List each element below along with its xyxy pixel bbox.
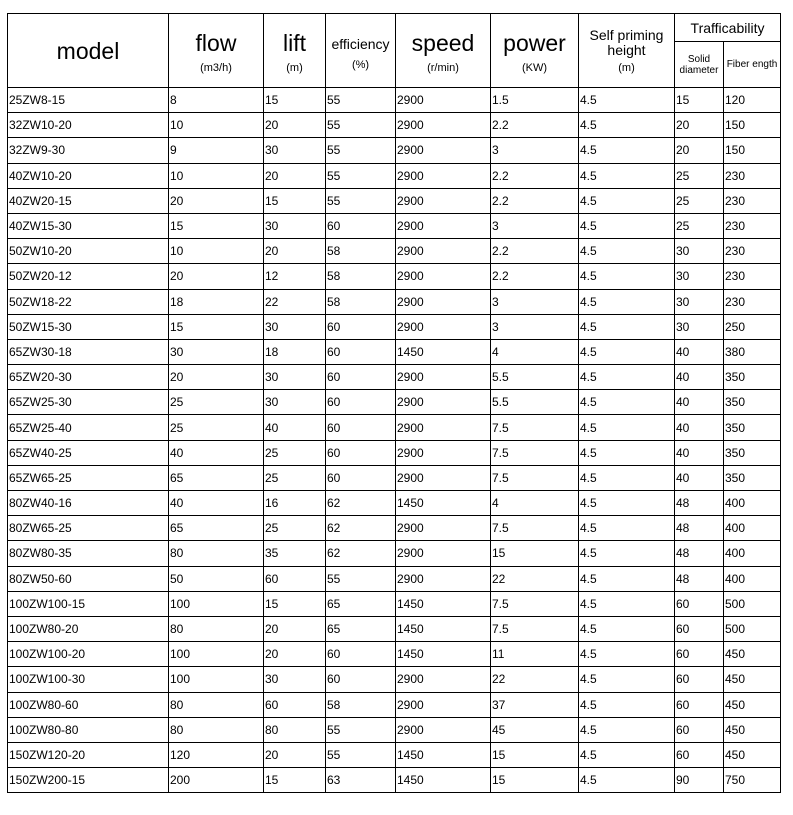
cell-flow: 20 [169, 264, 264, 289]
cell-flow: 25 [169, 390, 264, 415]
cell-power: 2.2 [491, 264, 579, 289]
cell-self-priming: 4.5 [579, 566, 675, 591]
cell-model: 100ZW80-80 [8, 717, 169, 742]
cell-self-priming: 4.5 [579, 440, 675, 465]
cell-model: 80ZW50-60 [8, 566, 169, 591]
header-efficiency: efficiency (%) [326, 14, 396, 88]
cell-fiber-length: 450 [724, 717, 781, 742]
cell-self-priming: 4.5 [579, 491, 675, 516]
cell-speed: 2900 [396, 314, 491, 339]
table-row [8, 365, 781, 390]
cell-flow: 20 [169, 365, 264, 390]
cell-lift: 30 [264, 314, 326, 339]
cell-self-priming: 4.5 [579, 742, 675, 767]
table-row [8, 415, 781, 440]
cell-model: 100ZW100-30 [8, 667, 169, 692]
cell-power: 1.5 [491, 88, 579, 113]
cell-self-priming: 4.5 [579, 339, 675, 364]
cell-efficiency: 60 [326, 314, 396, 339]
cell-power: 5.5 [491, 365, 579, 390]
cell-lift: 15 [264, 88, 326, 113]
cell-solid-diameter: 60 [675, 591, 724, 616]
cell-fiber-length: 450 [724, 642, 781, 667]
cell-speed: 2900 [396, 138, 491, 163]
cell-fiber-length: 230 [724, 213, 781, 238]
table-row [8, 239, 781, 264]
table-body [8, 88, 781, 793]
cell-flow: 8 [169, 88, 264, 113]
cell-speed: 1450 [396, 616, 491, 641]
cell-flow: 100 [169, 642, 264, 667]
cell-power: 22 [491, 667, 579, 692]
cell-model: 40ZW20-15 [8, 188, 169, 213]
cell-fiber-length: 350 [724, 440, 781, 465]
cell-flow: 50 [169, 566, 264, 591]
cell-flow: 80 [169, 616, 264, 641]
cell-flow: 100 [169, 591, 264, 616]
cell-speed: 1450 [396, 642, 491, 667]
cell-model: 32ZW9-30 [8, 138, 169, 163]
cell-self-priming: 4.5 [579, 163, 675, 188]
cell-efficiency: 55 [326, 188, 396, 213]
table-row [8, 642, 781, 667]
table-row [8, 692, 781, 717]
table-row [8, 616, 781, 641]
cell-power: 15 [491, 768, 579, 793]
cell-flow: 40 [169, 491, 264, 516]
cell-fiber-length: 500 [724, 591, 781, 616]
cell-flow: 20 [169, 188, 264, 213]
cell-solid-diameter: 48 [675, 491, 724, 516]
cell-self-priming: 4.5 [579, 289, 675, 314]
cell-speed: 1450 [396, 491, 491, 516]
cell-lift: 15 [264, 188, 326, 213]
cell-speed: 2900 [396, 440, 491, 465]
table-row [8, 314, 781, 339]
cell-solid-diameter: 40 [675, 390, 724, 415]
cell-fiber-length: 450 [724, 692, 781, 717]
cell-model: 50ZW10-20 [8, 239, 169, 264]
cell-efficiency: 60 [326, 667, 396, 692]
cell-self-priming: 4.5 [579, 188, 675, 213]
cell-model: 100ZW100-15 [8, 591, 169, 616]
cell-fiber-length: 230 [724, 188, 781, 213]
cell-speed: 1450 [396, 742, 491, 767]
cell-fiber-length: 450 [724, 742, 781, 767]
cell-power: 3 [491, 138, 579, 163]
cell-model: 80ZW40-16 [8, 491, 169, 516]
cell-speed: 2900 [396, 516, 491, 541]
cell-lift: 20 [264, 163, 326, 188]
cell-power: 11 [491, 642, 579, 667]
cell-self-priming: 4.5 [579, 465, 675, 490]
cell-lift: 25 [264, 440, 326, 465]
cell-self-priming: 4.5 [579, 314, 675, 339]
cell-power: 7.5 [491, 616, 579, 641]
cell-flow: 120 [169, 742, 264, 767]
cell-efficiency: 63 [326, 768, 396, 793]
cell-lift: 16 [264, 491, 326, 516]
cell-model: 65ZW40-25 [8, 440, 169, 465]
cell-efficiency: 60 [326, 415, 396, 440]
cell-fiber-length: 350 [724, 390, 781, 415]
table-row [8, 667, 781, 692]
cell-solid-diameter: 60 [675, 717, 724, 742]
cell-efficiency: 55 [326, 717, 396, 742]
cell-solid-diameter: 20 [675, 138, 724, 163]
cell-solid-diameter: 30 [675, 289, 724, 314]
cell-speed: 1450 [396, 339, 491, 364]
cell-self-priming: 4.5 [579, 642, 675, 667]
cell-solid-diameter: 25 [675, 213, 724, 238]
cell-self-priming: 4.5 [579, 692, 675, 717]
cell-flow: 80 [169, 692, 264, 717]
cell-model: 80ZW65-25 [8, 516, 169, 541]
cell-solid-diameter: 40 [675, 339, 724, 364]
cell-fiber-length: 230 [724, 239, 781, 264]
table-row [8, 491, 781, 516]
cell-lift: 30 [264, 390, 326, 415]
cell-power: 3 [491, 289, 579, 314]
cell-model: 65ZW30-18 [8, 339, 169, 364]
cell-fiber-length: 150 [724, 138, 781, 163]
cell-efficiency: 58 [326, 239, 396, 264]
cell-efficiency: 60 [326, 365, 396, 390]
table-row [8, 138, 781, 163]
table-row [8, 88, 781, 113]
cell-lift: 15 [264, 591, 326, 616]
cell-solid-diameter: 60 [675, 616, 724, 641]
cell-fiber-length: 400 [724, 516, 781, 541]
cell-fiber-length: 230 [724, 264, 781, 289]
cell-lift: 20 [264, 642, 326, 667]
cell-lift: 25 [264, 465, 326, 490]
header-power: power (KW) [491, 14, 579, 88]
cell-self-priming: 4.5 [579, 541, 675, 566]
cell-fiber-length: 350 [724, 365, 781, 390]
cell-lift: 30 [264, 365, 326, 390]
table-row [8, 465, 781, 490]
header-flow: flow (m3/h) [169, 14, 264, 88]
cell-flow: 40 [169, 440, 264, 465]
cell-self-priming: 4.5 [579, 138, 675, 163]
cell-lift: 35 [264, 541, 326, 566]
cell-speed: 2900 [396, 465, 491, 490]
cell-power: 7.5 [491, 415, 579, 440]
cell-solid-diameter: 25 [675, 188, 724, 213]
table-row [8, 390, 781, 415]
cell-efficiency: 65 [326, 616, 396, 641]
cell-power: 7.5 [491, 440, 579, 465]
table-row [8, 113, 781, 138]
cell-speed: 2900 [396, 365, 491, 390]
cell-power: 45 [491, 717, 579, 742]
cell-solid-diameter: 60 [675, 667, 724, 692]
header-lift: lift (m) [264, 14, 326, 88]
cell-lift: 12 [264, 264, 326, 289]
cell-power: 7.5 [491, 465, 579, 490]
cell-efficiency: 55 [326, 566, 396, 591]
cell-efficiency: 62 [326, 541, 396, 566]
cell-model: 150ZW120-20 [8, 742, 169, 767]
cell-flow: 10 [169, 239, 264, 264]
cell-flow: 65 [169, 516, 264, 541]
cell-solid-diameter: 60 [675, 642, 724, 667]
cell-power: 2.2 [491, 113, 579, 138]
table-row [8, 717, 781, 742]
cell-model: 65ZW25-30 [8, 390, 169, 415]
cell-lift: 25 [264, 516, 326, 541]
table-row [8, 440, 781, 465]
cell-flow: 30 [169, 339, 264, 364]
header-self-priming: Self priming height (m) [579, 14, 675, 88]
cell-flow: 15 [169, 213, 264, 238]
cell-model: 50ZW18-22 [8, 289, 169, 314]
table-row [8, 213, 781, 238]
cell-solid-diameter: 15 [675, 88, 724, 113]
cell-efficiency: 55 [326, 138, 396, 163]
cell-power: 3 [491, 213, 579, 238]
cell-model: 100ZW80-60 [8, 692, 169, 717]
cell-self-priming: 4.5 [579, 213, 675, 238]
cell-self-priming: 4.5 [579, 239, 675, 264]
cell-efficiency: 58 [326, 264, 396, 289]
cell-flow: 80 [169, 717, 264, 742]
header-solid-diameter: Solid diameter [675, 42, 724, 88]
header-model: model [8, 14, 169, 88]
cell-fiber-length: 250 [724, 314, 781, 339]
cell-speed: 2900 [396, 667, 491, 692]
cell-lift: 30 [264, 138, 326, 163]
cell-power: 5.5 [491, 390, 579, 415]
cell-speed: 2900 [396, 113, 491, 138]
cell-speed: 1450 [396, 768, 491, 793]
cell-fiber-length: 380 [724, 339, 781, 364]
cell-efficiency: 58 [326, 289, 396, 314]
header-fiber-length: Fiber ength [724, 42, 781, 88]
cell-speed: 2900 [396, 213, 491, 238]
cell-solid-diameter: 30 [675, 314, 724, 339]
cell-fiber-length: 230 [724, 163, 781, 188]
cell-solid-diameter: 40 [675, 365, 724, 390]
cell-lift: 20 [264, 113, 326, 138]
cell-model: 25ZW8-15 [8, 88, 169, 113]
cell-model: 50ZW15-30 [8, 314, 169, 339]
table-row [8, 339, 781, 364]
cell-power: 4 [491, 491, 579, 516]
cell-power: 2.2 [491, 163, 579, 188]
cell-lift: 20 [264, 616, 326, 641]
cell-fiber-length: 350 [724, 465, 781, 490]
cell-speed: 2900 [396, 541, 491, 566]
cell-power: 4 [491, 339, 579, 364]
cell-power: 7.5 [491, 516, 579, 541]
cell-flow: 10 [169, 113, 264, 138]
cell-fiber-length: 450 [724, 667, 781, 692]
cell-lift: 20 [264, 239, 326, 264]
cell-flow: 80 [169, 541, 264, 566]
cell-lift: 60 [264, 566, 326, 591]
cell-model: 100ZW100-20 [8, 642, 169, 667]
cell-lift: 15 [264, 768, 326, 793]
cell-fiber-length: 750 [724, 768, 781, 793]
cell-self-priming: 4.5 [579, 516, 675, 541]
cell-solid-diameter: 60 [675, 692, 724, 717]
cell-efficiency: 65 [326, 591, 396, 616]
cell-lift: 80 [264, 717, 326, 742]
cell-model: 50ZW20-12 [8, 264, 169, 289]
table-row [8, 188, 781, 213]
cell-model: 80ZW80-35 [8, 541, 169, 566]
cell-model: 40ZW10-20 [8, 163, 169, 188]
cell-solid-diameter: 30 [675, 239, 724, 264]
cell-solid-diameter: 30 [675, 264, 724, 289]
cell-solid-diameter: 48 [675, 566, 724, 591]
cell-self-priming: 4.5 [579, 113, 675, 138]
cell-efficiency: 60 [326, 440, 396, 465]
table-row [8, 768, 781, 793]
cell-speed: 2900 [396, 415, 491, 440]
cell-self-priming: 4.5 [579, 415, 675, 440]
cell-speed: 2900 [396, 188, 491, 213]
cell-flow: 200 [169, 768, 264, 793]
cell-flow: 65 [169, 465, 264, 490]
cell-lift: 30 [264, 667, 326, 692]
cell-self-priming: 4.5 [579, 88, 675, 113]
cell-efficiency: 60 [326, 339, 396, 364]
cell-fiber-length: 120 [724, 88, 781, 113]
cell-power: 3 [491, 314, 579, 339]
cell-solid-diameter: 90 [675, 768, 724, 793]
cell-efficiency: 58 [326, 692, 396, 717]
cell-flow: 15 [169, 314, 264, 339]
table-row [8, 289, 781, 314]
table-row [8, 516, 781, 541]
cell-lift: 18 [264, 339, 326, 364]
cell-flow: 9 [169, 138, 264, 163]
cell-speed: 2900 [396, 717, 491, 742]
cell-efficiency: 55 [326, 163, 396, 188]
cell-efficiency: 62 [326, 491, 396, 516]
header-trafficability: Trafficability [675, 14, 781, 42]
cell-speed: 2900 [396, 566, 491, 591]
cell-power: 2.2 [491, 239, 579, 264]
cell-efficiency: 55 [326, 742, 396, 767]
cell-speed: 2900 [396, 692, 491, 717]
cell-efficiency: 60 [326, 390, 396, 415]
cell-fiber-length: 500 [724, 616, 781, 641]
pump-spec-table [7, 13, 781, 793]
cell-lift: 22 [264, 289, 326, 314]
cell-model: 40ZW15-30 [8, 213, 169, 238]
cell-model: 65ZW25-40 [8, 415, 169, 440]
cell-power: 2.2 [491, 188, 579, 213]
cell-fiber-length: 400 [724, 566, 781, 591]
cell-solid-diameter: 40 [675, 415, 724, 440]
cell-speed: 2900 [396, 239, 491, 264]
cell-lift: 40 [264, 415, 326, 440]
cell-solid-diameter: 20 [675, 113, 724, 138]
cell-self-priming: 4.5 [579, 591, 675, 616]
cell-power: 37 [491, 692, 579, 717]
table-row [8, 163, 781, 188]
cell-fiber-length: 350 [724, 415, 781, 440]
cell-flow: 25 [169, 415, 264, 440]
table-row [8, 566, 781, 591]
cell-self-priming: 4.5 [579, 717, 675, 742]
cell-solid-diameter: 25 [675, 163, 724, 188]
cell-fiber-length: 400 [724, 491, 781, 516]
cell-speed: 2900 [396, 289, 491, 314]
cell-self-priming: 4.5 [579, 667, 675, 692]
cell-efficiency: 60 [326, 213, 396, 238]
cell-lift: 20 [264, 742, 326, 767]
cell-fiber-length: 230 [724, 289, 781, 314]
cell-efficiency: 60 [326, 642, 396, 667]
cell-fiber-length: 150 [724, 113, 781, 138]
cell-power: 15 [491, 541, 579, 566]
cell-self-priming: 4.5 [579, 365, 675, 390]
cell-solid-diameter: 60 [675, 742, 724, 767]
cell-model: 65ZW65-25 [8, 465, 169, 490]
cell-speed: 2900 [396, 163, 491, 188]
cell-efficiency: 62 [326, 516, 396, 541]
cell-solid-diameter: 48 [675, 541, 724, 566]
cell-efficiency: 55 [326, 88, 396, 113]
cell-power: 7.5 [491, 591, 579, 616]
cell-solid-diameter: 48 [675, 516, 724, 541]
cell-fiber-length: 400 [724, 541, 781, 566]
cell-flow: 10 [169, 163, 264, 188]
cell-self-priming: 4.5 [579, 264, 675, 289]
cell-speed: 2900 [396, 390, 491, 415]
cell-flow: 18 [169, 289, 264, 314]
cell-solid-diameter: 40 [675, 440, 724, 465]
cell-model: 65ZW20-30 [8, 365, 169, 390]
cell-power: 15 [491, 742, 579, 767]
cell-power: 22 [491, 566, 579, 591]
cell-self-priming: 4.5 [579, 616, 675, 641]
cell-efficiency: 60 [326, 465, 396, 490]
cell-solid-diameter: 40 [675, 465, 724, 490]
table-row [8, 591, 781, 616]
header-speed: speed (r/min) [396, 14, 491, 88]
cell-lift: 60 [264, 692, 326, 717]
cell-self-priming: 4.5 [579, 390, 675, 415]
cell-efficiency: 55 [326, 113, 396, 138]
table-row [8, 541, 781, 566]
cell-lift: 30 [264, 213, 326, 238]
table-row [8, 264, 781, 289]
cell-model: 150ZW200-15 [8, 768, 169, 793]
cell-speed: 2900 [396, 88, 491, 113]
table-row [8, 742, 781, 767]
cell-speed: 2900 [396, 264, 491, 289]
cell-speed: 1450 [396, 591, 491, 616]
cell-model: 32ZW10-20 [8, 113, 169, 138]
cell-model: 100ZW80-20 [8, 616, 169, 641]
cell-flow: 100 [169, 667, 264, 692]
cell-self-priming: 4.5 [579, 768, 675, 793]
